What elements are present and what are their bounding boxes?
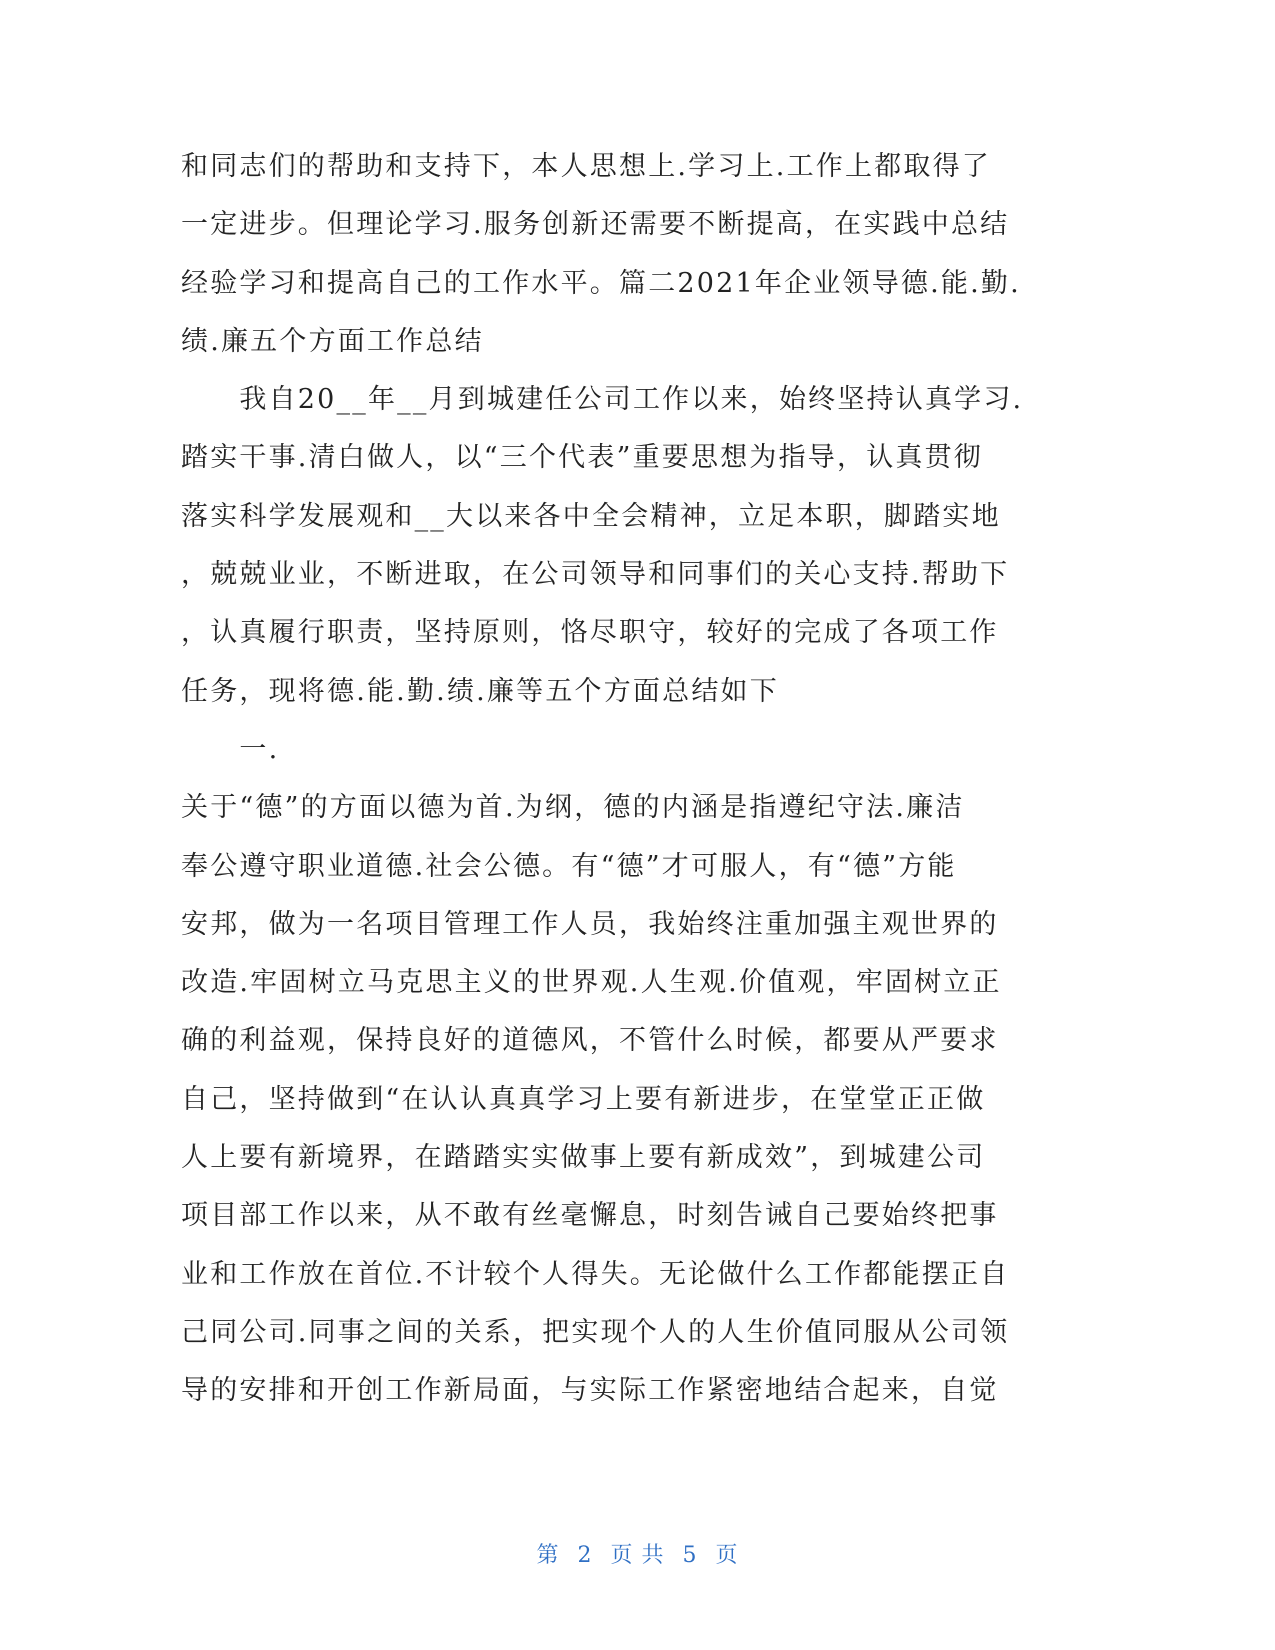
text-line: 改造.牢固树立马克思主义的世界观.人生观.价值观，牢固树立正 xyxy=(181,967,1002,999)
text-line: 安邦，做为一名项目管理工作人员，我始终注重加强主观世界的 xyxy=(181,908,999,940)
text-line: 奉公遵守职业道德.社会公德。有“德”才可服人，有“德”方能 xyxy=(181,850,957,882)
text-line: 踏实干事.清白做人，以“三个代表”重要思想为指导，认真贯彻 xyxy=(181,442,983,474)
text-line: 一. xyxy=(181,733,280,765)
text-line: 项目部工作以来，从不敢有丝毫懈息，时刻告诫自己要始终把事 xyxy=(181,1200,999,1232)
text-line: 任务，现将德.能.勤.绩.廉等五个方面总结如下 xyxy=(181,675,779,707)
total-pages-number: 5 xyxy=(682,1543,698,1568)
footer-suffix: 页 xyxy=(715,1543,739,1568)
text-line: 经验学习和提高自己的工作水平。篇二2021年企业领导德.能.勤. xyxy=(181,267,1021,299)
text-line: 己同公司.同事之间的关系，把实现个人的人生价值同服从公司领 xyxy=(181,1316,1010,1348)
text-line: 业和工作放在首位.不计较个人得失。无论做什么工作都能摆正自 xyxy=(181,1258,1010,1290)
page-footer xyxy=(0,1538,1275,1569)
text-line: 导的安排和开创工作新局面，与实际工作紧密地结合起来，自觉 xyxy=(181,1375,999,1407)
text-line: 和同志们的帮助和支持下，本人思想上.学习上.工作上都取得了 xyxy=(181,151,991,182)
text-line: 关于“德”的方面以德为首.为纲，德的内涵是指遵纪守法.廉洁 xyxy=(181,792,965,824)
text-line: ，兢兢业业，不断进取，在公司领导和同事们的关心支持.帮助下 xyxy=(181,559,1010,591)
text-line: 确的利益观，保持良好的道德风，不管什么时候，都要从严要求 xyxy=(181,1025,999,1057)
footer-prefix: 第 xyxy=(536,1543,560,1568)
text-line: 一定进步。但理论学习.服务创新还需要不断提高，在实践中总结 xyxy=(181,209,1010,241)
text-line: ，认真履行职责，坚持原则，恪尽职守，较好的完成了各项工作 xyxy=(181,617,999,649)
body-text xyxy=(181,138,1031,1421)
text-line: 人上要有新境界，在踏踏实实做事上要有新成效”，到城建公司 xyxy=(181,1142,986,1174)
text-line: 自己，坚持做到“在认认真真学习上要有新进步，在堂堂正正做 xyxy=(181,1083,986,1115)
footer-middle: 页 共 xyxy=(610,1543,665,1568)
current-page-number: 2 xyxy=(577,1543,593,1568)
text-line: 绩.廉五个方面工作总结 xyxy=(181,325,484,357)
text-line: 落实科学发展观和__大以来各中全会精神，立足本职，脚踏实地 xyxy=(181,500,1001,532)
text-line: 我自20__年__月到城建任公司工作以来，始终坚持认真学习. xyxy=(181,384,1024,416)
